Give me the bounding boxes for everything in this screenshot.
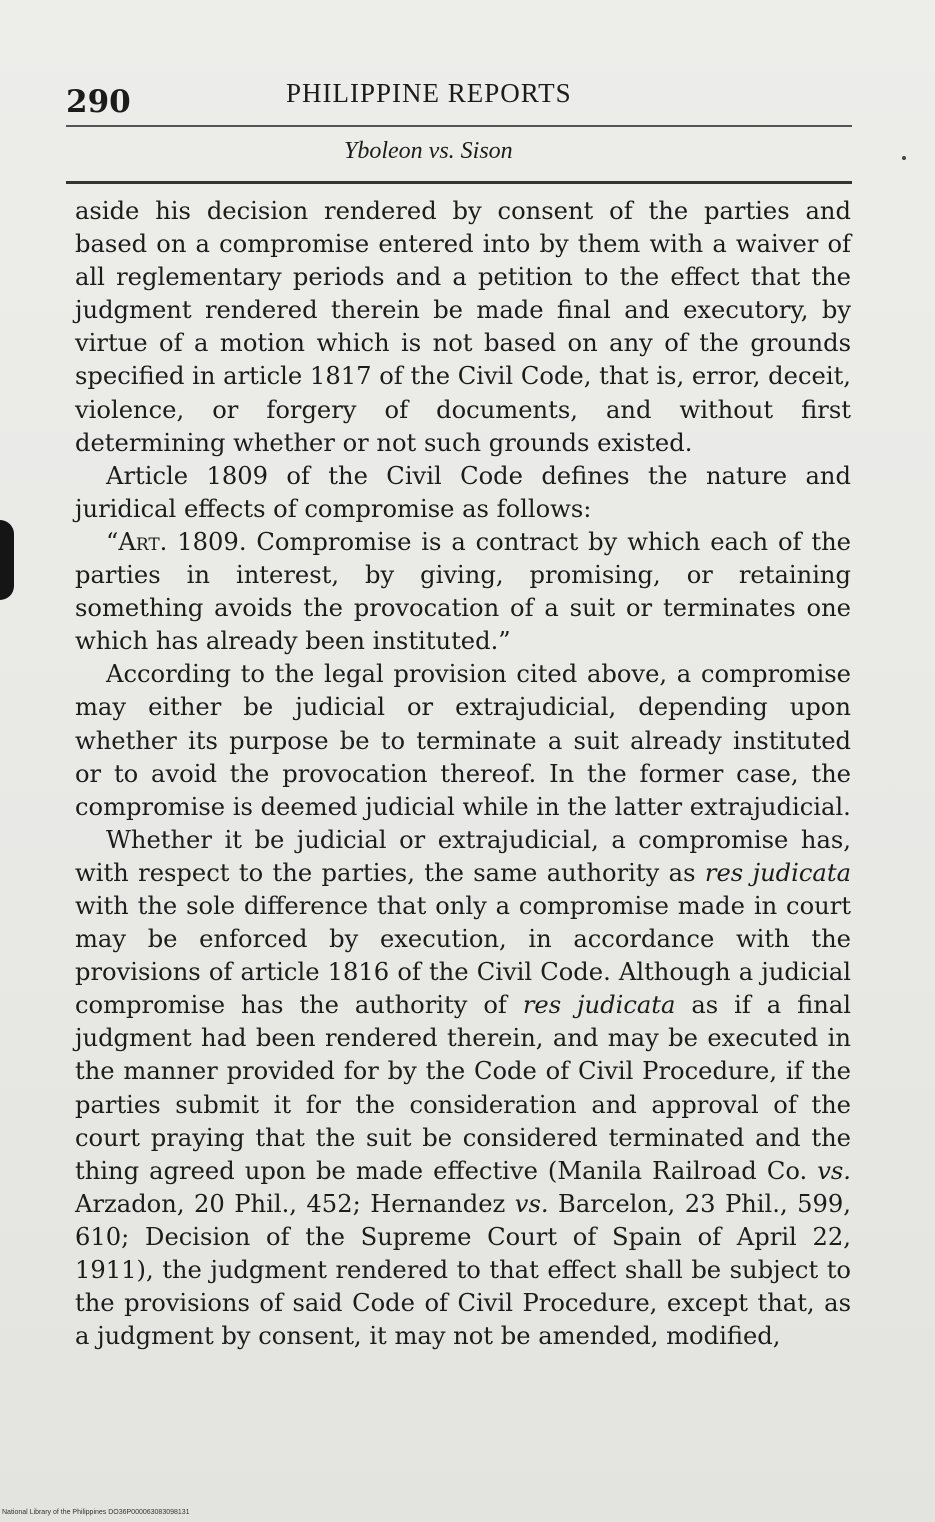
paragraph-judicial-extrajudicial: According to the legal provision cited above, a compromise may either be judicial or extrajudicial, depending upon whether its purpose be to terminate a suit already instituted or to avoid the provocation thereof. In the former case, the compromise is deemed judicial while in the latter extrajudicial. xyxy=(75,660,851,821)
text-run: as if a final judgment had been rendered therein, and may be executed in the manner provided for by the Code of Civil Procedure, if the parties submit it for the consideration and approval of the court praying that the suit be considered terminated and the thing agreed upon be made effective (Manila Railroad Co. xyxy=(75,991,852,1185)
text-run: Barcelon, 23 Phil., 599, 610; Decision of the Supreme Court of Spain of April 22, 1911), the judgment rendered to that effect shall be subject to the provisions of said Code of Civil Procedure, except that, as a judgment by consent, it may not be amended, modified, xyxy=(75,1189,851,1351)
paragraph-res-judicata xyxy=(75,824,851,1354)
quote-text: 1809. Compromise is a contract by which each of the parties in interest, by giving, promising, or retaining something avoids the provocation of a suit or terminates one which has already been instituted.” xyxy=(75,527,851,656)
paragraph-continuation: aside his decision rendered by consent of the parties and based on a compromise entered into by them with a waiver of all reglementary periods and a petition to the effect that the judgment rendered therein be made final and executory, by virtue of a motion which is not based on any of the grounds specified in article 1817 of the Civil Code, that is, error, deceit, violence, or forgery of documents, and without first determining whether or not such grounds existed. xyxy=(75,197,851,457)
italic-term: res judicata xyxy=(704,858,851,887)
italic-term: res judicata xyxy=(522,991,676,1020)
binding-shadow xyxy=(0,520,14,600)
scan-credit: National Library of the Philippines DO36P000063083098131 xyxy=(2,1509,190,1516)
header-rule xyxy=(66,125,852,127)
scan-speck xyxy=(902,156,906,160)
body-text xyxy=(75,195,851,1353)
italic-term: vs. xyxy=(817,1156,851,1185)
running-head: PHILIPPINE REPORTS xyxy=(286,78,572,108)
case-title: Yboleon vs. Sison xyxy=(344,138,513,164)
open-quote: “ xyxy=(106,527,119,556)
header-rule-bottom xyxy=(66,181,852,184)
italic-term: vs. xyxy=(514,1189,549,1218)
art-label: Art. xyxy=(118,527,168,556)
text-run: Whether it be judicial or extrajudicial, a compromise has, with respect to the parties, the same authority as xyxy=(75,825,851,887)
text-run: with the sole difference that only a compromise made in court may be enforced by execution, in accordance with the provisions of article 1816 of the Civil Code. Although a judicial compromise has the authority of xyxy=(75,891,851,1020)
page-number: 290 xyxy=(66,84,131,120)
paragraph-article-1809-intro: Article 1809 of the Civil Code defines the nature and juridical effects of compromise as follows: xyxy=(75,461,851,523)
paragraph-article-1809-quote xyxy=(75,526,851,658)
text-run: Arzadon, 20 Phil., 452; Hernandez xyxy=(75,1189,515,1218)
